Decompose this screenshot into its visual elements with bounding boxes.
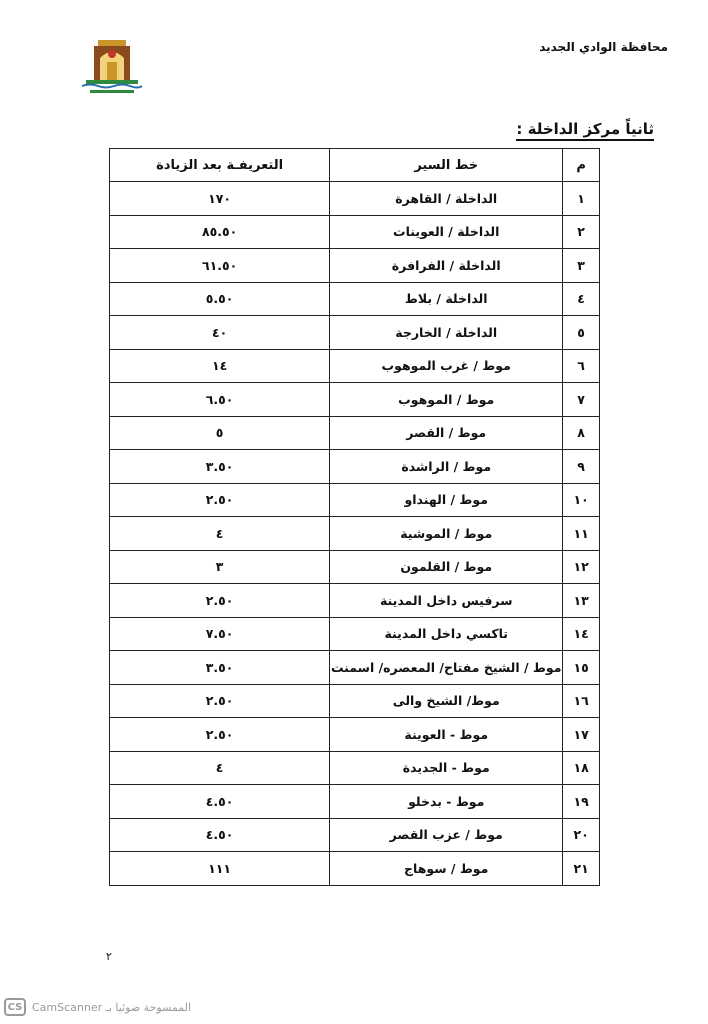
row-number: ٤ (563, 282, 600, 316)
row-number: ١٥ (563, 651, 600, 685)
row-number: ٨ (563, 416, 600, 450)
row-number: ١٢ (563, 550, 600, 584)
table-row (110, 684, 600, 718)
row-fare: ٥.٥٠ (110, 282, 330, 316)
row-number: ١٨ (563, 751, 600, 785)
row-route: موط / عزب القصر (330, 818, 563, 852)
table-row (110, 450, 600, 484)
row-route: الداخلة / بلاط (330, 282, 563, 316)
row-fare: ٣.٥٠ (110, 450, 330, 484)
fare-table (109, 148, 600, 886)
row-fare: ٦.٥٠ (110, 383, 330, 417)
row-number: ٢ (563, 215, 600, 249)
row-fare: ١١١ (110, 852, 330, 886)
table-row (110, 785, 600, 819)
row-number: ٢٠ (563, 818, 600, 852)
row-route: الداخلة / العوينات (330, 215, 563, 249)
table-row (110, 718, 600, 752)
row-number: ٥ (563, 316, 600, 350)
row-route: موط - الجديدة (330, 751, 563, 785)
row-fare: ٧.٥٠ (110, 617, 330, 651)
row-route: موط / سوهاج (330, 852, 563, 886)
row-number: ١١ (563, 517, 600, 551)
table-row (110, 517, 600, 551)
row-fare: ٨٥.٥٠ (110, 215, 330, 249)
row-route: موط/ الشيخ والى (330, 684, 563, 718)
table-row (110, 584, 600, 618)
row-route: موط - بدخلو (330, 785, 563, 819)
table-row (110, 349, 600, 383)
row-fare: ٦١.٥٠ (110, 249, 330, 283)
table-row (110, 483, 600, 517)
row-fare: ٣ (110, 550, 330, 584)
table-row (110, 316, 600, 350)
row-number: ٣ (563, 249, 600, 283)
camscanner-watermark (4, 996, 191, 1018)
row-route: الداخلة / القاهرة (330, 182, 563, 216)
row-route: سرفيس داخل المدينة (330, 584, 563, 618)
row-fare: ١٧٠ (110, 182, 330, 216)
row-number: ١٠ (563, 483, 600, 517)
row-number: ٢١ (563, 852, 600, 886)
row-route: موط - العوينة (330, 718, 563, 752)
row-route: موط / غرب الموهوب (330, 349, 563, 383)
row-number: ٧ (563, 383, 600, 417)
row-route: موط / الهنداو (330, 483, 563, 517)
row-route: موط / القصر (330, 416, 563, 450)
governorate-emblem-icon (80, 36, 144, 98)
row-number: ١٧ (563, 718, 600, 752)
table-row (110, 651, 600, 685)
row-route: تاكسي داخل المدينة (330, 617, 563, 651)
row-fare: ٢.٥٠ (110, 684, 330, 718)
row-fare: ٤.٥٠ (110, 818, 330, 852)
row-fare: ٤.٥٠ (110, 785, 330, 819)
row-route: موط / الشيخ مفتاح/ المعصره/ اسمنت (330, 651, 563, 685)
row-route: موط / الراشدة (330, 450, 563, 484)
page-number: ٢ (106, 950, 112, 963)
row-route: موط / القلمون (330, 550, 563, 584)
row-fare: ٢.٥٠ (110, 584, 330, 618)
camscanner-text: الممسوحة ضوئيا بـ CamScanner (32, 1000, 192, 1014)
table-row (110, 383, 600, 417)
row-fare: ٣.٥٠ (110, 651, 330, 685)
header-route: خط السير (330, 149, 563, 182)
header-fare: التعريفـة بعد الزيادة (110, 149, 330, 182)
table-header-row (110, 149, 600, 182)
table-row (110, 249, 600, 283)
row-fare: ٢.٥٠ (110, 718, 330, 752)
row-fare: ٤ (110, 751, 330, 785)
row-fare: ١٤ (110, 349, 330, 383)
table-row (110, 550, 600, 584)
row-number: ٩ (563, 450, 600, 484)
row-number: ٦ (563, 349, 600, 383)
header-number: م (563, 149, 600, 182)
row-route: موط / الموشية (330, 517, 563, 551)
table-row (110, 852, 600, 886)
row-fare: ٥ (110, 416, 330, 450)
table-row (110, 215, 600, 249)
table-row (110, 282, 600, 316)
governorate-name: محافظة الوادي الجديد (539, 40, 668, 54)
row-number: ١٣ (563, 584, 600, 618)
table-row (110, 751, 600, 785)
table-row (110, 617, 600, 651)
row-fare: ٢.٥٠ (110, 483, 330, 517)
camscanner-logo-icon: CS (4, 998, 26, 1016)
row-route: الداخلة / الفرافرة (330, 249, 563, 283)
row-number: ١ (563, 182, 600, 216)
row-number: ١٩ (563, 785, 600, 819)
table-row (110, 818, 600, 852)
row-route: الداخلة / الخارجة (330, 316, 563, 350)
table-row (110, 182, 600, 216)
row-fare: ٤ (110, 517, 330, 551)
row-route: موط / الموهوب (330, 383, 563, 417)
row-number: ١٦ (563, 684, 600, 718)
section-title: ثانياً مركز الداخلة : (516, 120, 654, 141)
row-number: ١٤ (563, 617, 600, 651)
table-row (110, 416, 600, 450)
row-fare: ٤٠ (110, 316, 330, 350)
